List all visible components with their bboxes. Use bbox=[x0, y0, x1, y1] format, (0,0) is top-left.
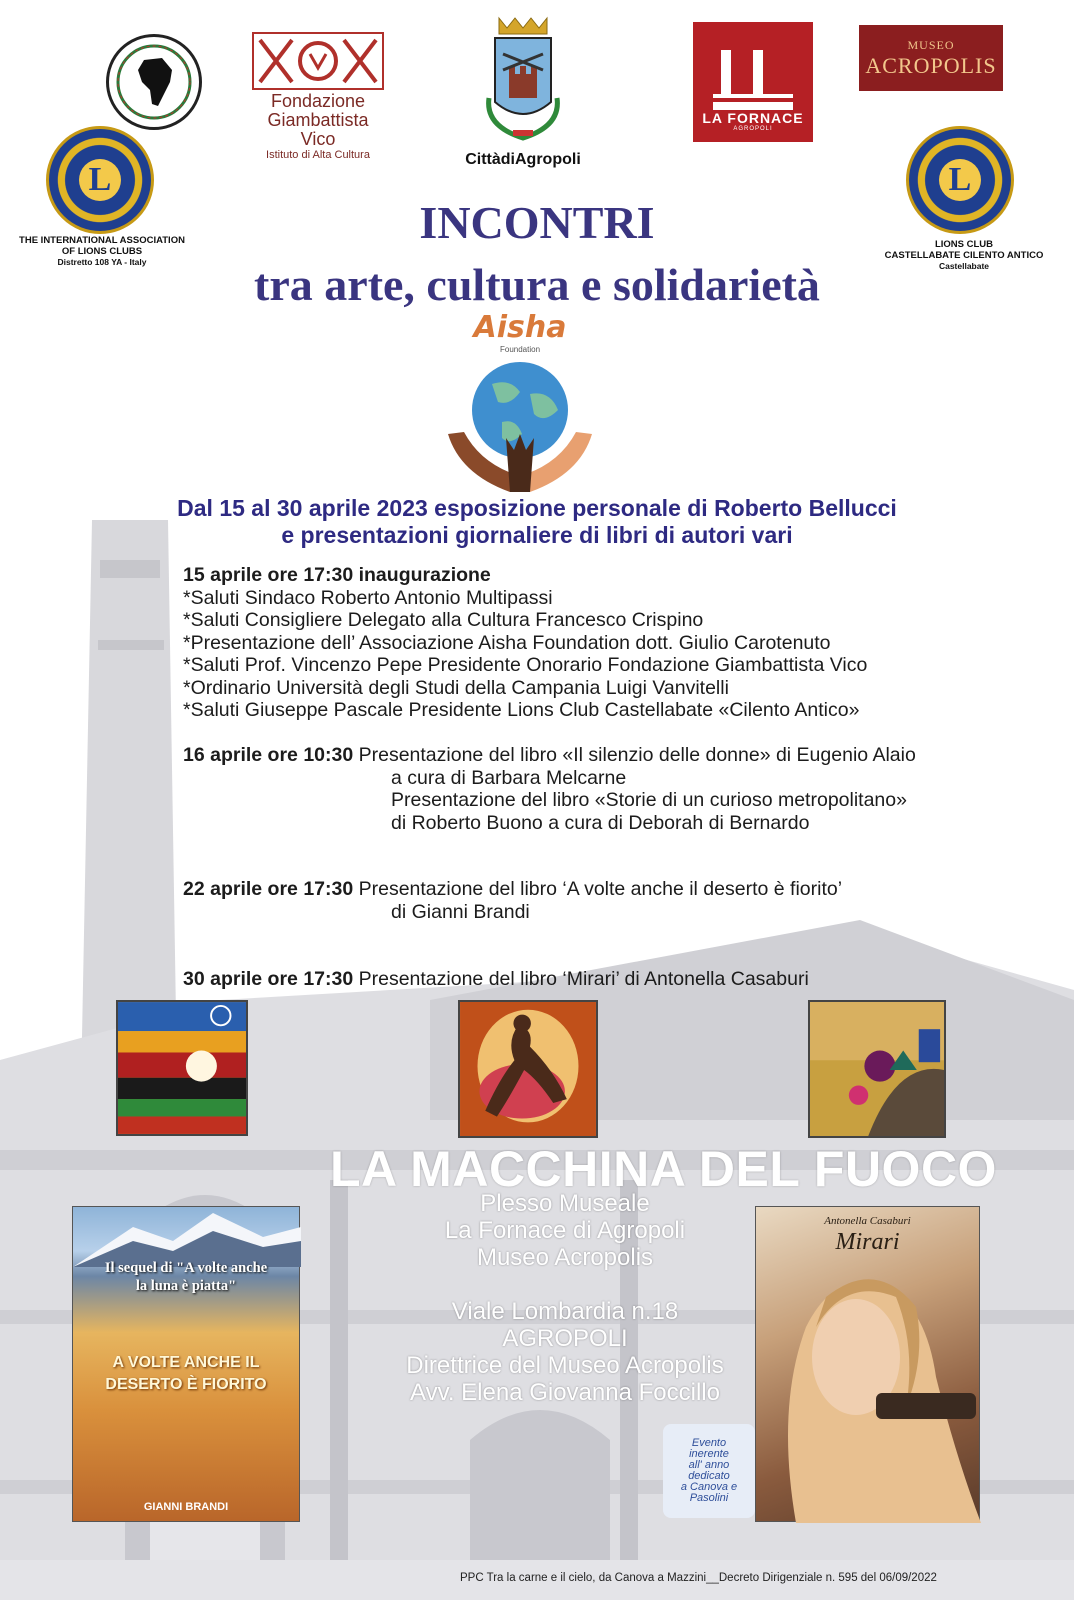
badge-line: a Canova e bbox=[680, 1481, 738, 1493]
date-15-head: 15 aprile ore 17:30 inaugurazione bbox=[183, 564, 491, 586]
address-line: Viale Lombardia n.18 bbox=[451, 1298, 679, 1325]
headline-line1: Dal 15 al 30 aprile 2023 esposizione personale di Roberto Bellucci bbox=[177, 495, 897, 521]
fondazione-name-1: Fondazione bbox=[270, 91, 366, 111]
artwork-2-image bbox=[458, 1000, 598, 1138]
artwork-3-image bbox=[808, 1000, 946, 1138]
address-line: Direttrice del Museo Acropolis bbox=[406, 1352, 724, 1379]
title-incontri: INCONTRI bbox=[419, 197, 655, 248]
badge-line: dedicato bbox=[688, 1470, 730, 1482]
date-22-head: 22 aprile ore 17:30 bbox=[183, 878, 354, 900]
lions-right-caption-3: Castellabate bbox=[938, 260, 990, 271]
ambasciatori-pace-logo bbox=[106, 34, 202, 130]
address-line: AGROPOLI bbox=[502, 1325, 628, 1352]
address-line: Avv. Elena Giovanna Foccillo bbox=[410, 1379, 720, 1406]
fondazione-name-2: Giambattista Vico bbox=[267, 109, 369, 149]
book-cover-deserto bbox=[72, 1206, 300, 1522]
venue-line: La Fornace di Agropoli bbox=[444, 1217, 686, 1244]
program-item: *Saluti Prof. Vincenzo Pepe Presidente Onorario Fondazione Giambattista Vico bbox=[183, 654, 868, 676]
program-item: *Saluti Consigliere Delegato alla Cultura Francesco Crispino bbox=[183, 609, 704, 631]
citta-caption: CittàdiAgropoli bbox=[465, 151, 581, 168]
program-item: *Saluti Sindaco Roberto Antonio Multipassi bbox=[183, 586, 553, 609]
badge-line: Evento bbox=[691, 1437, 727, 1449]
program-item: *Ordinario Università degli Studi della Campania Luigi Vanvitelli bbox=[183, 676, 729, 699]
globe-hands-icon bbox=[440, 354, 600, 494]
mountain-icon bbox=[73, 1207, 301, 1267]
aisha-foundation-label: Foundation bbox=[499, 345, 541, 354]
lions-right-caption-1: LIONS CLUB bbox=[934, 239, 994, 250]
museo-acropolis-logo bbox=[859, 25, 1003, 91]
museo-label: MUSEO bbox=[907, 37, 955, 52]
program-15-april bbox=[183, 564, 1063, 722]
headline-line2: e presentazioni giornaliere di libri di autori vari bbox=[281, 522, 793, 548]
book2-title: Mirari bbox=[835, 1229, 900, 1255]
badge-line: Pasolini bbox=[689, 1492, 729, 1504]
fondazione-mark-icon bbox=[252, 32, 384, 90]
event-title: LA MACCHINA DEL FUOCO bbox=[330, 1141, 997, 1197]
evento-badge bbox=[663, 1424, 755, 1518]
date-30-head: 30 aprile ore 17:30 bbox=[183, 968, 354, 990]
venue-line: Museo Acropolis bbox=[476, 1244, 654, 1271]
artwork-1-image bbox=[116, 1000, 248, 1136]
lions-letter: L bbox=[939, 159, 981, 201]
venue-line: Plesso Museale bbox=[480, 1190, 650, 1217]
fornace-name: LA FORNACE bbox=[702, 110, 804, 126]
crest-icon bbox=[473, 14, 573, 146]
title-subtitle: tra arte, cultura e solidarietà bbox=[254, 259, 820, 310]
lions-left-caption-2: OF LIONS CLUBS bbox=[61, 245, 143, 257]
address-block bbox=[330, 1298, 800, 1406]
date-16-head: 16 aprile ore 10:30 bbox=[183, 744, 354, 766]
acropolis-label: ACROPOLIS bbox=[865, 52, 997, 78]
date-30-text: Presentazione del libro ‘Mirari’ di Antonella Casaburi bbox=[353, 968, 809, 990]
program-item: *Saluti Giuseppe Pascale Presidente Lions Club Castellabate «Cilento Antico» bbox=[183, 699, 860, 721]
date-16-text: Presentazione del libro «Il silenzio delle donne» di Eugenio Alaio bbox=[353, 744, 916, 766]
book1-title2: DESERTO È FIORITO bbox=[105, 1376, 267, 1393]
fornace-logo bbox=[693, 22, 813, 142]
program-16-april bbox=[183, 744, 1063, 834]
date-22-text: Presentazione del libro ‘A volte anche il deserto è fiorito’ bbox=[353, 878, 843, 900]
lions-left-caption-3: Distretto 108 YA - Italy bbox=[57, 256, 147, 267]
venue-block bbox=[330, 1190, 800, 1271]
book-cover-mirari bbox=[755, 1206, 980, 1522]
lions-left-caption-1: THE INTERNATIONAL ASSOCIATION bbox=[19, 235, 185, 246]
fondazione-vico-logo bbox=[250, 32, 386, 161]
footer-note: PPC Tra la carne e il cielo, da Canova a Mazzini__Decreto Dirigenziale n. 595 del 06/09/2022 bbox=[460, 1572, 937, 1584]
lions-letter: L bbox=[79, 159, 121, 201]
book1-title1: A VOLTE ANCHE IL bbox=[112, 1354, 260, 1371]
lions-right-caption-2: CASTELLABATE CILENTO ANTICO bbox=[884, 249, 1044, 261]
program-item: *Presentazione dell’ Associazione Aisha Foundation dott. Giulio Carotenuto bbox=[183, 631, 831, 654]
fondazione-sub: Istituto di Alta Cultura bbox=[266, 148, 370, 161]
fornace-sub: AGROPOLI bbox=[733, 126, 773, 132]
aisha-foundation-logo bbox=[440, 310, 600, 499]
fornace-building-icon bbox=[713, 50, 793, 110]
aisha-word: Aisha bbox=[473, 310, 567, 345]
book1-line1: Il sequel di "A volte anche bbox=[104, 1260, 268, 1276]
africa-map-icon bbox=[114, 42, 194, 122]
citta-agropoli-logo bbox=[452, 14, 594, 169]
badge-line: all' anno bbox=[688, 1459, 730, 1471]
date-16-text: a cura di Barbara Melcarne bbox=[391, 766, 627, 789]
book1-author: GIANNI BRANDI bbox=[143, 1501, 229, 1513]
badge-line: inerente bbox=[689, 1448, 729, 1460]
date-16-text: Presentazione del libro «Storie di un curioso metropolitano» bbox=[391, 789, 907, 811]
date-22-text: di Gianni Brandi bbox=[391, 900, 530, 923]
program-30-april bbox=[183, 968, 1063, 991]
book2-author: Antonella Casaburi bbox=[824, 1215, 911, 1227]
program-22-april bbox=[183, 878, 1063, 923]
date-16-text: di Roberto Buono a cura di Deborah di Bernardo bbox=[391, 811, 810, 834]
book1-line2: la luna è piatta" bbox=[135, 1278, 237, 1294]
